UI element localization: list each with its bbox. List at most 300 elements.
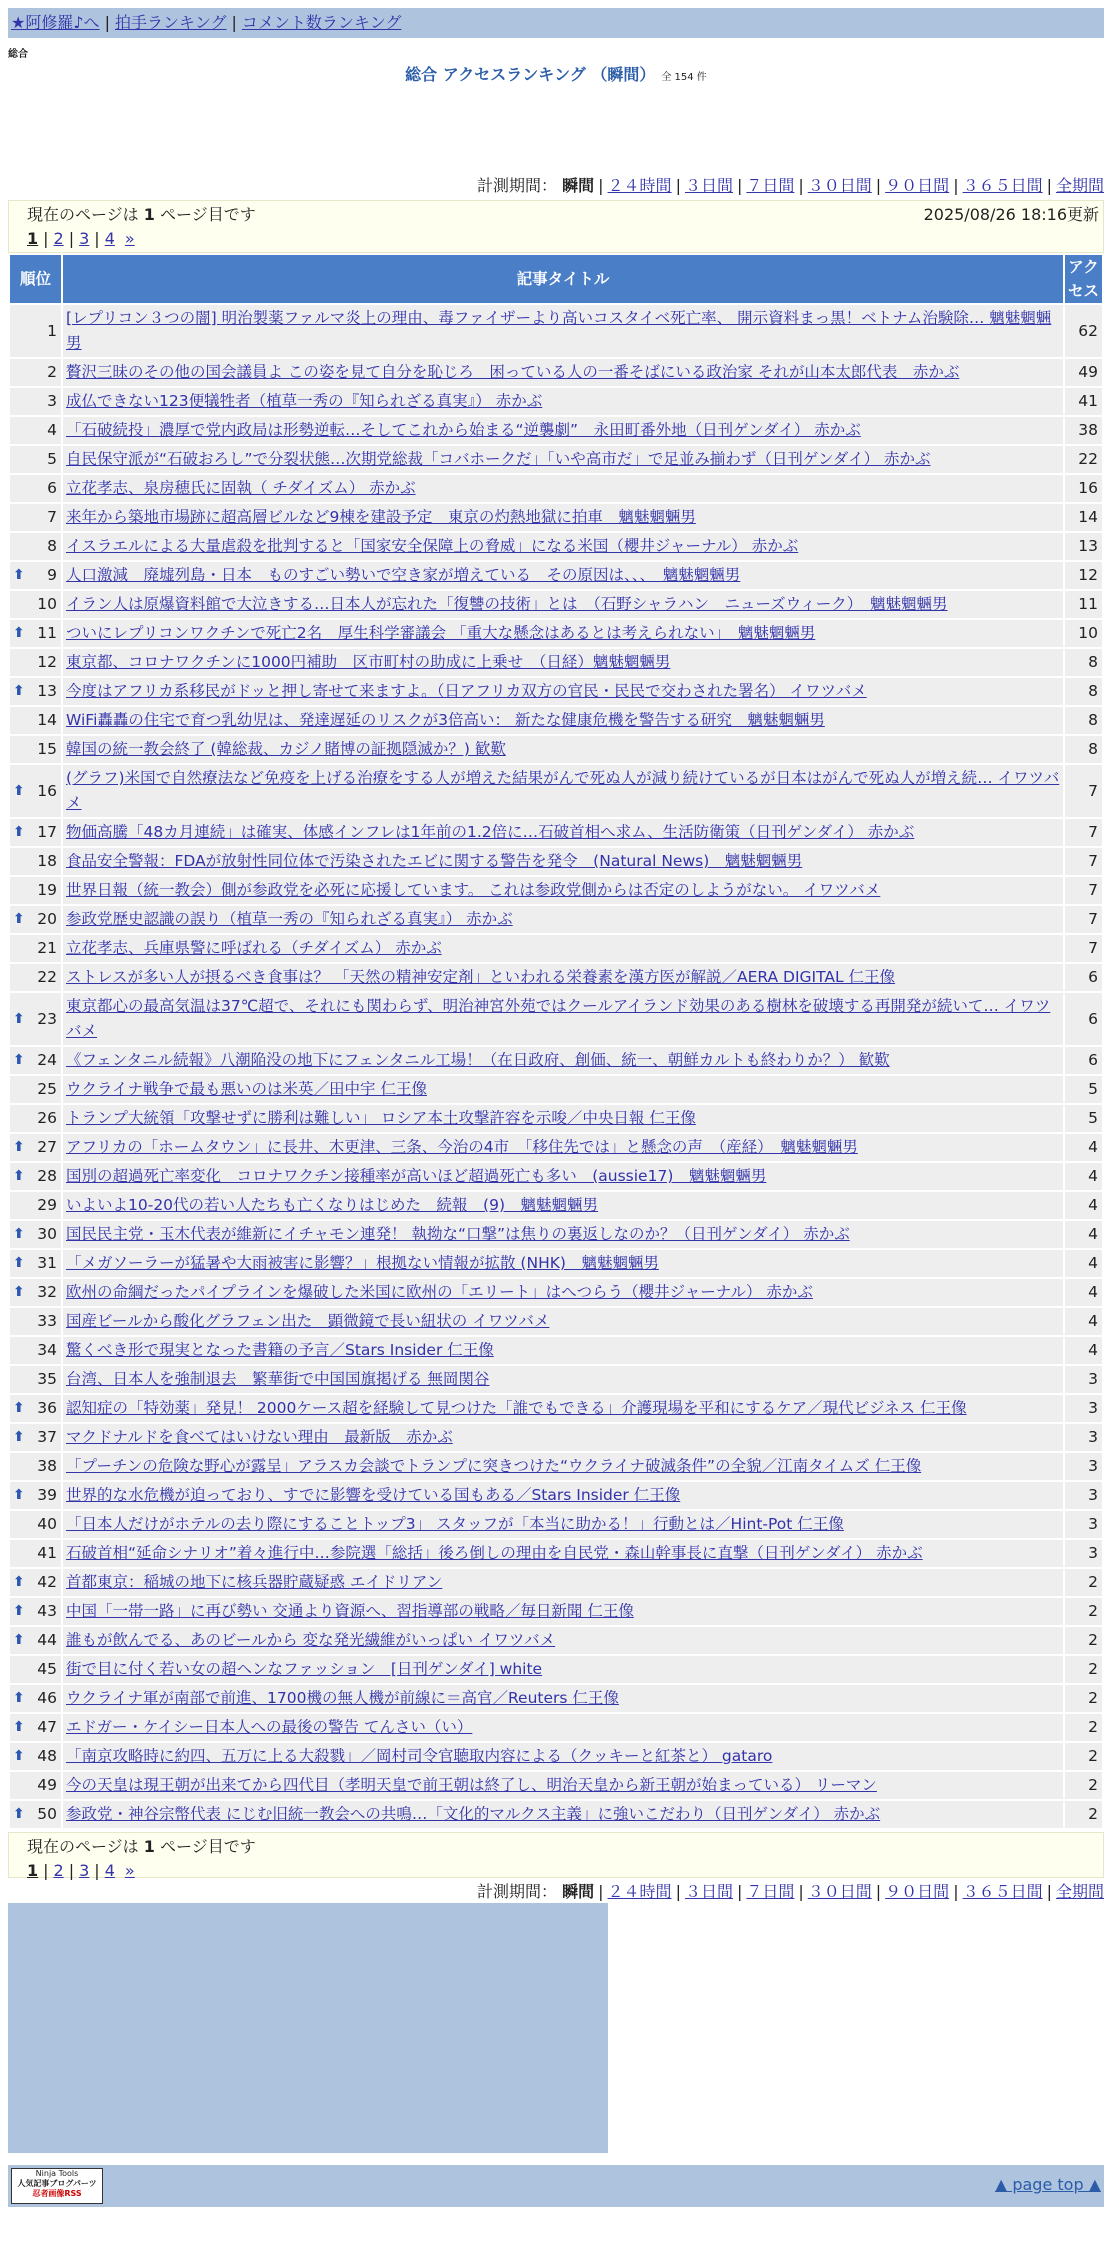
logo-bottom-text: 忍者画像RSS <box>32 2189 82 2198</box>
rank-cell <box>10 475 61 502</box>
period-label: 計測期間： <box>477 1882 558 1901</box>
pager-bottom: 1 | 2 | 3 | 4 » <box>27 1861 135 1880</box>
rank-cell <box>10 1598 61 1625</box>
title-cell <box>63 1540 1063 1567</box>
rank-cell <box>10 1221 61 1248</box>
rank-cell <box>10 1250 61 1277</box>
period-link-30d[interactable]: ３０日間 <box>807 176 872 195</box>
rank-number: 2 <box>47 363 57 381</box>
rank-number: 33 <box>37 1312 57 1330</box>
article-link[interactable]: 参政党歴史認識の誤り（植草一秀の『知られざる真実』） 赤かぶ <box>66 910 513 928</box>
title-cell <box>63 1134 1063 1161</box>
rank-up-icon: ⬆ <box>13 1052 25 1068</box>
pager-link-2[interactable]: 2 <box>53 229 64 248</box>
article-link[interactable]: 「メガソーラーが猛暑や大雨被害に影響？」根拠ない情報が拡散 (NHK) 魑魅魍魎男 <box>66 1254 659 1272</box>
title-cell <box>63 877 1063 904</box>
title-cell <box>63 964 1063 991</box>
access-count: 6 <box>1065 1047 1102 1074</box>
rank-number: 7 <box>47 508 57 526</box>
article-link[interactable]: ウクライナ戦争で最も悪いのは米英／田中宇 仁王像 <box>66 1080 427 1098</box>
article-link[interactable]: 今度はアフリカ系移民がドッと押し寄せて来ますよ。（日アフリカ双方の官民・民民で交わされた署名） イワツバメ <box>66 682 867 700</box>
title-cell <box>63 649 1063 676</box>
access-count: 3 <box>1065 1482 1102 1509</box>
rank-number: 48 <box>37 1747 57 1765</box>
table-row <box>10 1395 1102 1422</box>
access-count: 12 <box>1065 562 1102 589</box>
access-count: 2 <box>1065 1801 1102 1828</box>
title-cell <box>63 1366 1063 1393</box>
access-count: 6 <box>1065 964 1102 991</box>
article-link[interactable]: 自民保守派が“石破おろし”で分裂状態…次期党総裁「コバホークだ」「いや高市だ」で足並み揃わず（日刊ゲンダイ） 赤かぶ <box>66 450 931 468</box>
pager-next[interactable]: » <box>124 1861 135 1880</box>
top-nav-bar <box>8 8 1104 38</box>
article-link[interactable]: 韓国の統一教会終了 (韓総裁、カジノ賭博の証拠隠滅か？) 歓歎 <box>66 740 506 758</box>
rank-number: 20 <box>37 910 57 928</box>
period-link-3d[interactable]: ３日間 <box>684 176 733 195</box>
rank-up-icon: ⬆ <box>13 1010 25 1027</box>
title-cell <box>63 504 1063 531</box>
period-link-all[interactable]: 全期間 <box>1055 176 1104 195</box>
table-row <box>10 877 1102 904</box>
period-link-7d[interactable]: ７日間 <box>746 1882 795 1901</box>
access-count: 7 <box>1065 877 1102 904</box>
rank-number: 22 <box>37 968 57 986</box>
rank-number: 24 <box>37 1051 57 1069</box>
rank-cell <box>10 906 61 933</box>
page-prefix: 現在のページは <box>27 1837 139 1856</box>
access-count: 3 <box>1065 1424 1102 1451</box>
page-suffix: ページ目です <box>160 1837 256 1856</box>
period-link-365d[interactable]: ３６５日間 <box>962 1882 1043 1901</box>
rank-number: 39 <box>37 1486 57 1504</box>
footer-bar <box>8 2165 1104 2207</box>
rank-cell <box>10 1163 61 1190</box>
rank-cell <box>10 417 61 444</box>
period-link-3d[interactable]: ３日間 <box>684 1882 733 1901</box>
table-row <box>10 848 1102 875</box>
title-cell <box>63 475 1063 502</box>
table-row <box>10 1598 1102 1625</box>
access-count: 8 <box>1065 649 1102 676</box>
rank-cell <box>10 1540 61 1567</box>
access-count: 62 <box>1065 305 1102 357</box>
article-link[interactable]: ついにレプリコンワクチンで死亡2名 厚生科学審議会 「重大な懸念はあるとは考えられない」 魑魅魍魎男 <box>66 624 816 642</box>
rank-number: 36 <box>37 1399 57 1417</box>
access-count: 3 <box>1065 1511 1102 1538</box>
article-link[interactable]: 世界日報（統一教会）側が参政党を必死に応援しています。 これは参政党側からは否定のしようがない。 イワツバメ <box>66 881 881 899</box>
logo-mid-text: 人気記事ブログパーツ <box>17 2179 97 2188</box>
rank-cell <box>10 649 61 676</box>
rank-number: 21 <box>37 939 57 957</box>
title-cell <box>63 1105 1063 1132</box>
article-link[interactable]: 「プーチンの危険な野心が露呈」アラスカ会談でトランプに突きつけた“ウクライナ破滅条件”の全貌／江南タイムズ 仁王像 <box>66 1457 922 1475</box>
title-cell <box>63 388 1063 415</box>
article-link[interactable]: 誰もが飲んでる、あのビールから 変な発光繊維がいっぱい イワツバメ <box>66 1631 556 1649</box>
article-link[interactable]: 成仏できない123便犠牲者（植草一秀の『知られざる真実』） 赤かぶ <box>66 392 543 410</box>
pager-link-2[interactable]: 2 <box>53 1861 64 1880</box>
rank-number: 14 <box>37 711 57 729</box>
access-count: 3 <box>1065 1540 1102 1567</box>
table-row <box>10 819 1102 846</box>
period-link-24h[interactable]: ２４時間 <box>607 1882 672 1901</box>
period-current: 瞬間 <box>562 176 595 195</box>
article-link[interactable]: 石破首相“延命シナリオ”着々進行中…参院選「総括」後ろ倒しの理由を自民党・森山幹事長に直撃（日刊ゲンダイ） 赤かぶ <box>66 1544 923 1562</box>
rank-number: 31 <box>37 1254 57 1272</box>
title-cell <box>63 678 1063 705</box>
access-count: 7 <box>1065 819 1102 846</box>
rank-number: 1 <box>47 321 57 340</box>
rank-cell <box>10 1685 61 1712</box>
col-rank-header: 順位 <box>10 255 61 303</box>
article-link[interactable]: ウクライナ軍が南部で前進、1700機の無人機が前線に＝高官／Reuters 仁王像 <box>66 1689 619 1707</box>
rank-number: 3 <box>47 392 57 410</box>
table-row <box>10 1511 1102 1538</box>
rank-cell <box>10 1308 61 1335</box>
rank-number: 25 <box>37 1080 57 1098</box>
article-link[interactable]: 東京都心の最高気温は37℃超で、それにも関わらず、明治神宮外苑ではクールアイランド効果のある樹林を破壊する再開発が続いて… イワツバメ <box>66 997 1051 1040</box>
article-link[interactable]: 参政党・神谷宗幣代表 にじむ旧統一教会への共鳴…「文化的マルクス主義」に強いこだわり（日刊ゲンダイ） 赤かぶ <box>66 1805 881 1823</box>
access-count: 7 <box>1065 935 1102 962</box>
access-count: 7 <box>1065 765 1102 817</box>
rank-number: 42 <box>37 1573 57 1591</box>
article-link[interactable]: 国民民主党・玉木代表が維新にイチャモン連発！ 執拗な“口撃”は焦りの裏返しなのか？（日刊ゲンダイ） 赤かぶ <box>66 1225 850 1243</box>
article-link[interactable]: 人口激減 廃墟列島・日本 ものすごい勢いで空き家が増えている その原因は、、、 魑魅魍魎男 <box>66 566 741 584</box>
table-row <box>10 1714 1102 1741</box>
table-row <box>10 1424 1102 1451</box>
access-count: 3 <box>1065 1395 1102 1422</box>
article-link[interactable]: 今の天皇は現王朝が出来てから四代目（孝明天皇で前王朝は終了し、明治天皇から新王朝が始まっている） リーマン <box>66 1776 877 1794</box>
period-link-365d[interactable]: ３６５日間 <box>962 176 1043 195</box>
page-top-link[interactable]: ▲ page top ▲ <box>994 2175 1101 2194</box>
table-row <box>10 1656 1102 1683</box>
article-link[interactable]: 「日本人だけがホテルの去り際にすることトップ3」 スタッフが「本当に助かる！」行動とは／Hint-Pot 仁王像 <box>66 1515 844 1533</box>
rank-cell <box>10 1453 61 1480</box>
title-cell <box>63 1627 1063 1654</box>
article-link[interactable]: 食品安全警報：FDAが放射性同位体で汚染されたエビに関する警告を発令 (Natural News) 魑魅魍魎男 <box>66 852 803 870</box>
article-link[interactable]: 中国「一帯一路」に再び勢い 交通より資源へ、習指導部の戦略／毎日新聞 仁王像 <box>66 1602 634 1620</box>
rank-up-icon: ⬆ <box>13 625 25 641</box>
table-row <box>10 1105 1102 1132</box>
rank-cell <box>10 1279 61 1306</box>
title-cell <box>63 1801 1063 1828</box>
article-link[interactable]: アフリカの「ホームタウン」に長井、木更津、三条、今治の4市 「移住先では」と懸念の声 （産経） 魑魅魍魎男 <box>66 1138 858 1156</box>
title-cell <box>63 1250 1063 1277</box>
rank-number: 30 <box>37 1225 57 1243</box>
access-count: 8 <box>1065 736 1102 763</box>
pager-link-4[interactable]: 4 <box>104 1861 115 1880</box>
title-cell <box>63 533 1063 560</box>
rank-number: 17 <box>37 823 57 841</box>
rank-up-icon: ⬆ <box>13 1226 25 1242</box>
period-current: 瞬間 <box>562 1882 595 1901</box>
access-count: 14 <box>1065 504 1102 531</box>
rank-number: 46 <box>37 1689 57 1707</box>
page-info-bottom <box>8 1832 1104 1878</box>
period-link-90d[interactable]: ９０日間 <box>885 1882 950 1901</box>
rank-number: 10 <box>37 595 57 613</box>
rank-cell <box>10 1627 61 1654</box>
access-count: 22 <box>1065 446 1102 473</box>
article-link[interactable]: エドガー・ケイシー日本人への最後の警告 てんさい（い） <box>66 1718 473 1736</box>
pager-link-3[interactable]: 3 <box>79 229 90 248</box>
rank-cell <box>10 1076 61 1103</box>
table-row <box>10 649 1102 676</box>
period-selector-top: 計測期間： 瞬間 | ２４時間 | ３日間 | ７日間 | ３０日間 | ９０日間 | ３６５日間 | 全期間 <box>477 176 1104 195</box>
rank-up-icon: ⬆ <box>13 683 25 699</box>
category-label: 総合 <box>8 49 28 60</box>
access-count: 13 <box>1065 533 1102 560</box>
rank-cell <box>10 1337 61 1364</box>
article-link[interactable]: 国産ビールから酸化グラフェン出た 顕微鏡で長い紐状の イワツバメ <box>66 1312 550 1330</box>
access-count: 3 <box>1065 1366 1102 1393</box>
article-link[interactable]: 欧州の命綱だったパイプラインを爆破した米国に欧州の「エリート」はへつらう（櫻井ジャーナル） 赤かぶ <box>66 1283 813 1301</box>
access-count: 8 <box>1065 678 1102 705</box>
rank-cell <box>10 533 61 560</box>
rank-cell <box>10 1714 61 1741</box>
title-cell <box>63 359 1063 386</box>
table-row <box>10 1685 1102 1712</box>
article-link[interactable]: 世界的な水危機が迫っており、すでに影響を受けている国もある／Stars Insider 仁王像 <box>66 1486 681 1504</box>
period-selector-bottom: 計測期間： 瞬間 | ２４時間 | ３日間 | ７日間 | ３０日間 | ９０日間 | ３６５日間 | 全期間 <box>477 1882 1104 1901</box>
rank-number: 4 <box>47 421 57 439</box>
title-cell <box>63 906 1063 933</box>
rank-cell <box>10 707 61 734</box>
access-count: 2 <box>1065 1598 1102 1625</box>
title-cell <box>63 848 1063 875</box>
article-link[interactable]: 贅沢三昧のその他の国会議員よ この姿を見て自分を恥じろ 困っている人の一番そばにいる政治家 それが山本太郎代表 赤かぶ <box>66 363 960 381</box>
table-row <box>10 475 1102 502</box>
access-count: 3 <box>1065 1453 1102 1480</box>
title-cell <box>63 562 1063 589</box>
title-cell <box>63 1076 1063 1103</box>
article-link[interactable]: 物価高騰「48カ月連続」は確実、体感インフレは1年前の1.2倍に…石破首相へ求ム、生活防衛策（日刊ゲンダイ） 赤かぶ <box>66 823 915 841</box>
title-cell <box>63 1714 1063 1741</box>
rank-cell <box>10 935 61 962</box>
comment-ranking-link[interactable]: コメント数ランキング <box>241 13 402 32</box>
access-count: 2 <box>1065 1685 1102 1712</box>
title-cell <box>63 1453 1063 1480</box>
title-cell <box>63 1308 1063 1335</box>
rank-number: 13 <box>37 682 57 700</box>
rank-number: 9 <box>47 566 57 584</box>
rank-cell <box>10 1569 61 1596</box>
ranking-heading <box>0 62 1112 85</box>
table-row <box>10 993 1102 1045</box>
title-cell <box>63 765 1063 817</box>
rank-number: 44 <box>37 1631 57 1649</box>
article-link[interactable]: 《フェンタニル続報》八潮陥没の地下にフェンタニル工場！（在日政府、創価、統一、朝鮮カルトも終わりか？） 歓歎 <box>66 1051 890 1069</box>
article-link[interactable]: 驚くべき形で現実となった書籍の予言／Stars Insider 仁王像 <box>66 1341 494 1359</box>
nav-separator: | <box>231 13 237 32</box>
rank-up-icon: ⬆ <box>13 1400 25 1416</box>
rank-number: 18 <box>37 852 57 870</box>
table-row <box>10 678 1102 705</box>
rank-number: 23 <box>37 1009 57 1028</box>
rank-up-icon: ⬆ <box>13 1255 25 1271</box>
article-link[interactable]: ストレスが多い人が摂るべき食事は？ 「天然の精神安定剤」といわれる栄養素を漢方医が解説／AERA DIGITAL 仁王像 <box>66 968 896 986</box>
access-count: 4 <box>1065 1221 1102 1248</box>
title-cell <box>63 993 1063 1045</box>
period-link-90d[interactable]: ９０日間 <box>885 176 950 195</box>
access-count: 2 <box>1065 1743 1102 1770</box>
title-cell <box>63 1772 1063 1799</box>
article-link[interactable]: [レプリコン３つの闇] 明治製薬ファルマ炎上の理由、毒ファイザーより高いコスタイベ死亡率、 開示資料まっ黒！ベトナム治験除… 魑魅魍魎男 <box>66 309 1052 352</box>
period-link-30d[interactable]: ３０日間 <box>807 1882 872 1901</box>
title-cell <box>63 305 1063 357</box>
title-cell <box>63 1598 1063 1625</box>
table-row <box>10 707 1102 734</box>
article-link[interactable]: 「南京攻略時に約四、五万に上る大殺戮」／岡村司令官聴取内容による（クッキーと紅茶と） gataro <box>66 1747 773 1765</box>
pager-link-4[interactable]: 4 <box>104 229 115 248</box>
logo-top-text: Ninja Tools <box>35 2169 79 2178</box>
title-cell <box>63 1685 1063 1712</box>
rank-up-icon: ⬆ <box>13 1806 25 1822</box>
rank-cell <box>10 1482 61 1509</box>
rank-cell <box>10 1105 61 1132</box>
pager-top: 1 | 2 | 3 | 4 » <box>27 229 135 248</box>
access-count: 11 <box>1065 591 1102 618</box>
table-row <box>10 1134 1102 1161</box>
article-link[interactable]: 台湾、日本人を強制退去 繁華街で中国国旗掲げる 無岡関谷 <box>66 1370 490 1388</box>
page-info-top <box>8 200 1104 253</box>
table-row <box>10 765 1102 817</box>
title-cell <box>63 446 1063 473</box>
rank-cell <box>10 1047 61 1074</box>
access-count: 5 <box>1065 1076 1102 1103</box>
rank-number: 28 <box>37 1167 57 1185</box>
access-count: 16 <box>1065 475 1102 502</box>
access-count: 4 <box>1065 1308 1102 1335</box>
article-link[interactable]: 街で目に付く若い女の超ヘンなファッション [日刊ゲンダイ] white <box>66 1660 543 1678</box>
ninja-tools-logo[interactable] <box>11 2168 103 2204</box>
table-row <box>10 1221 1102 1248</box>
rank-number: 29 <box>37 1196 57 1214</box>
rank-number: 11 <box>37 624 57 642</box>
access-count: 4 <box>1065 1279 1102 1306</box>
rank-number: 38 <box>37 1457 57 1475</box>
rank-cell <box>10 620 61 647</box>
rank-up-icon: ⬆ <box>13 911 25 927</box>
clap-ranking-link[interactable]: 拍手ランキング <box>114 13 227 32</box>
rank-number: 12 <box>37 653 57 671</box>
pager-next[interactable]: » <box>124 229 135 248</box>
article-link[interactable]: WiFi轟轟の住宅で育つ乳幼児は、発達遅延のリスクが3倍高い： 新たな健康危機を警告する研究 魑魅魍魎男 <box>66 711 825 729</box>
period-link-all[interactable]: 全期間 <box>1055 1882 1104 1901</box>
table-row <box>10 446 1102 473</box>
rank-up-icon: ⬆ <box>13 1719 25 1735</box>
access-count: 2 <box>1065 1569 1102 1596</box>
rank-up-icon: ⬆ <box>13 1139 25 1155</box>
page-title: 総合 アクセスランキング （瞬間） <box>405 65 656 84</box>
table-row <box>10 935 1102 962</box>
rank-number: 45 <box>37 1660 57 1678</box>
rank-up-icon: ⬆ <box>13 1168 25 1184</box>
table-row <box>10 1308 1102 1335</box>
rank-cell <box>10 1395 61 1422</box>
rank-up-icon: ⬆ <box>13 1632 25 1648</box>
article-link[interactable]: イラン人は原爆資料館で大泣きする…日本人が忘れた「復讐の技術」とは （石野シャラハン ニューズウィーク） 魑魅魍魎男 <box>66 595 948 613</box>
access-count: 2 <box>1065 1656 1102 1683</box>
table-row <box>10 359 1102 386</box>
article-link[interactable]: 首都東京：稲城の地下に核兵器貯蔵疑惑 エイドリアン <box>66 1573 443 1591</box>
period-link-24h[interactable]: ２４時間 <box>607 176 672 195</box>
title-cell <box>63 417 1063 444</box>
article-link[interactable]: (グラフ)米国で自然療法など免疫を上げる治療をする人が増えた結果がんで死ぬ人が減り続けているが日本はがんで死ぬ人が増え続… イワツバメ <box>66 769 1060 812</box>
article-link[interactable]: 来年から築地市場跡に超高層ビルなど9棟を建設予定 東京の灼熱地獄に拍車 魑魅魍魎男 <box>66 508 696 526</box>
article-link[interactable]: 立花孝志、兵庫県警に呼ばれる（チダイズム） 赤かぶ <box>66 939 442 957</box>
title-cell <box>63 736 1063 763</box>
rank-cell <box>10 678 61 705</box>
access-count: 4 <box>1065 1134 1102 1161</box>
rank-cell <box>10 1134 61 1161</box>
col-title-header: 記事タイトル <box>63 255 1063 303</box>
updated-timestamp: 2025/08/26 18:16更新 <box>923 205 1099 224</box>
table-row <box>10 736 1102 763</box>
rank-number: 6 <box>47 479 57 497</box>
period-link-7d[interactable]: ７日間 <box>746 176 795 195</box>
home-link[interactable]: ★阿修羅♪へ <box>11 13 100 32</box>
rank-number: 27 <box>37 1138 57 1156</box>
table-row <box>10 1250 1102 1277</box>
table-row <box>10 1453 1102 1480</box>
table-row <box>10 1366 1102 1393</box>
article-link[interactable]: 東京都、コロナワクチンに1000円補助 区市町村の助成に上乗せ （日経）魑魅魍魎男 <box>66 653 671 671</box>
title-cell <box>63 620 1063 647</box>
title-cell <box>63 1656 1063 1683</box>
rank-cell <box>10 305 61 357</box>
rank-cell <box>10 877 61 904</box>
rank-number: 40 <box>37 1515 57 1533</box>
table-row <box>10 1076 1102 1103</box>
access-count: 4 <box>1065 1163 1102 1190</box>
title-cell <box>63 1482 1063 1509</box>
page-number: 1 <box>143 205 155 224</box>
article-link[interactable]: マクドナルドを食べてはいけない理由 最新版 赤かぶ <box>66 1428 453 1446</box>
table-row <box>10 1192 1102 1219</box>
access-count: 2 <box>1065 1772 1102 1799</box>
access-count: 49 <box>1065 359 1102 386</box>
article-link[interactable]: 「石破続投」濃厚で党内政局は形勢逆転…そしてこれから始まる“逆襲劇” 永田町番外地（日刊ゲンダイ） 赤かぶ <box>66 421 861 439</box>
article-link[interactable]: トランプ大統領「攻撃せずに勝利は難しい」 ロシア本土攻撃許容を示唆／中央日報 仁王像 <box>66 1109 696 1127</box>
rank-up-icon: ⬆ <box>13 1284 25 1300</box>
rank-cell <box>10 1424 61 1451</box>
rank-up-icon: ⬆ <box>13 824 25 840</box>
access-count: 41 <box>1065 388 1102 415</box>
access-count: 2 <box>1065 1714 1102 1741</box>
article-link[interactable]: 認知症の「特効薬」発見！ 2000ケース超を経験して見つけた「誰でもできる」介護現場を平和にするケア／現代ビジネス 仁王像 <box>66 1399 967 1417</box>
rank-cell <box>10 1192 61 1219</box>
rank-up-icon: ⬆ <box>13 1487 25 1503</box>
rank-cell <box>10 1366 61 1393</box>
pager-link-3[interactable]: 3 <box>79 1861 90 1880</box>
rank-number: 8 <box>47 537 57 555</box>
rank-number: 19 <box>37 881 57 899</box>
table-row <box>10 388 1102 415</box>
article-link[interactable]: イスラエルによる大量虐殺を批判すると「国家安全保障上の脅威」になる米国（櫻井ジャーナル） 赤かぶ <box>66 537 799 555</box>
ranking-rows <box>10 305 1102 1828</box>
rank-up-icon: ⬆ <box>13 567 25 583</box>
rank-cell <box>10 446 61 473</box>
table-row <box>10 1047 1102 1074</box>
article-link[interactable]: 立花孝志、泉房穂氏に固執（ チダイズム） 赤かぶ <box>66 479 416 497</box>
rank-up-icon: ⬆ <box>13 1748 25 1764</box>
rank-number: 41 <box>37 1544 57 1562</box>
table-row <box>10 906 1102 933</box>
access-count: 2 <box>1065 1627 1102 1654</box>
article-link[interactable]: いよいよ10-20代の若い人たちも亡くなりはじめた 続報 (9) 魑魅魍魎男 <box>66 1196 598 1214</box>
rank-cell <box>10 1511 61 1538</box>
article-link[interactable]: 国別の超過死亡率変化 コロナワクチン接種率が高いほど超過死亡も多い (aussie17) 魑魅魍魎男 <box>66 1167 767 1185</box>
